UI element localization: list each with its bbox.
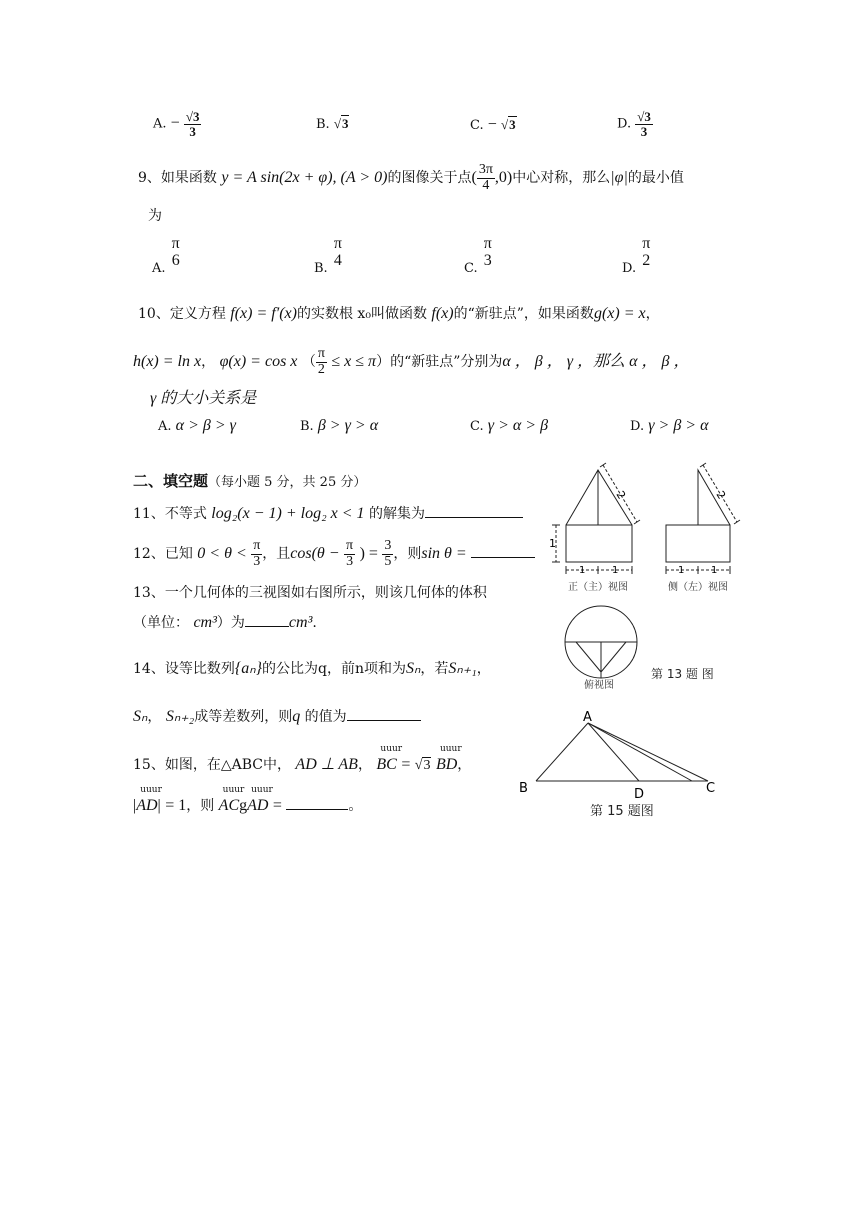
option-label: D.	[630, 419, 645, 434]
vector-ac	[218, 785, 245, 815]
question-text: 的值为	[304, 709, 347, 725]
sum-term: Sₙ₊₁	[448, 660, 477, 677]
equation: f(x) = f′(x)	[230, 305, 297, 322]
top-view	[565, 606, 637, 678]
paren: （	[301, 354, 316, 371]
vector-label: AD	[247, 797, 269, 814]
fraction	[477, 163, 495, 193]
vector-mark: uuur	[439, 744, 462, 754]
question-10	[138, 303, 660, 323]
question-text: ，则	[186, 798, 215, 814]
function-f: f(x)	[431, 305, 454, 322]
section-note: （每小题 5 分，共 25 分）	[208, 475, 367, 490]
question-text: 中心对称，那么	[512, 170, 611, 187]
vertex-label-b: B	[519, 781, 528, 796]
numerator: 3π	[478, 162, 493, 177]
figure-caption: 第 15 题图	[590, 804, 654, 819]
question-text: 的“新驻点”分别为	[390, 354, 503, 371]
abs-phi: |φ|	[610, 169, 628, 187]
dimension-label: 1	[579, 565, 586, 576]
denominator: 3	[640, 123, 648, 139]
function-h: h(x) = ln x	[133, 353, 202, 371]
punctuation: ，	[147, 709, 162, 725]
figure-15-triangle	[510, 708, 725, 820]
denominator: 6	[171, 251, 180, 269]
option-label: D.	[617, 116, 632, 132]
vector-mark: uuur	[251, 785, 273, 795]
question-13	[133, 582, 487, 602]
question-number: 12、	[133, 546, 165, 563]
numerator: π	[642, 235, 651, 252]
question-15: 15、如图，在△ABC中， AD ⊥ AB， uuur BC = √3 uuur BD，	[133, 744, 472, 773]
question-number: 13、	[133, 585, 165, 601]
top-view-label: 俯视图	[584, 680, 614, 691]
question-text: ）为	[216, 615, 245, 631]
punctuation: ，	[645, 306, 660, 322]
question-10-line3	[150, 385, 256, 408]
question-15-line2: | uuur AD| = 1，则 uuur ACg uuur AD = 。	[133, 785, 363, 814]
minus-sign: −	[487, 116, 497, 133]
dot-mark: g	[239, 797, 248, 814]
punctuation: ，	[201, 354, 216, 371]
numerator: 3	[384, 538, 392, 553]
question-text: ，若	[420, 661, 449, 677]
vector-mark: uuur	[380, 744, 403, 754]
vector-ad	[136, 785, 162, 815]
question-text: 的最小值	[627, 170, 684, 187]
vector-ad-2	[247, 785, 273, 815]
question-number: 10、	[138, 306, 170, 322]
sum-term: Sₙ₊₂	[165, 708, 195, 725]
option-label: C.	[464, 261, 478, 277]
punctuation: .	[312, 615, 317, 631]
denominator: 4	[482, 177, 490, 193]
question-text: 的解集为	[369, 506, 425, 522]
dimension-label: 1	[678, 565, 685, 576]
point-tail: ,0)	[494, 169, 513, 187]
radicand: 3	[509, 117, 516, 132]
question-14	[133, 658, 491, 678]
sum-term: Sₙ	[405, 660, 421, 677]
equals-one: = 1	[165, 797, 187, 814]
punctuation: 。	[348, 798, 363, 814]
denominator: 3	[253, 553, 261, 569]
dimension-label: 1	[711, 565, 718, 576]
question-text: 如图，在△ABC中，	[164, 757, 291, 773]
question-text: 成等差数列，则	[194, 709, 293, 725]
equals: =	[401, 756, 411, 773]
option-expression: β > γ > α	[317, 417, 379, 434]
question-number: 11、	[133, 506, 165, 522]
section-title: 二、填空题	[133, 472, 209, 490]
question-text: （单位：	[133, 615, 189, 631]
figure-13-three-views	[540, 462, 755, 694]
question-number: 14、	[133, 661, 165, 677]
fraction: $\frac{√3}{3}$	[185, 109, 200, 139]
numerator: 3	[192, 109, 200, 124]
question-number: 9、	[138, 170, 161, 187]
question-text: 的图像关于点	[387, 170, 472, 187]
question-number: 15、	[133, 757, 165, 773]
question-text: 如果函数	[160, 170, 217, 187]
denominator: 2	[317, 361, 325, 377]
condition-expression: 0 < θ <	[197, 545, 247, 563]
unit: cm³	[193, 614, 217, 631]
q9-option-d	[622, 235, 652, 277]
option-label: A.	[152, 261, 166, 277]
function-g: g(x) = x	[593, 305, 646, 322]
question-text: ，则	[393, 546, 422, 563]
numerator: π	[333, 235, 342, 252]
option-label: B.	[314, 261, 328, 277]
option-expression: α > β > γ	[175, 417, 236, 434]
option-label: B.	[316, 117, 330, 132]
paren: (	[471, 169, 477, 187]
equals: =	[272, 797, 282, 814]
numerator: π	[171, 235, 180, 252]
perpendicular-expression: AD ⊥ AB	[295, 756, 358, 773]
cos-expression: cos(θ −	[290, 545, 340, 563]
numerator: π	[483, 235, 492, 252]
q10-option-c	[470, 417, 548, 435]
question-text: 一个几何体的三视图如右图所示，则该几何体的体积	[164, 585, 487, 601]
vector-mark: uuur	[140, 785, 162, 795]
equals: ) =	[359, 545, 378, 563]
question-text: 设等比数列	[164, 661, 235, 677]
dimension-label: 2	[613, 488, 629, 502]
unit: cm³	[288, 614, 313, 631]
vertex-label-d: D	[634, 787, 645, 802]
question-12	[133, 539, 535, 569]
sum-term: Sₙ	[133, 708, 148, 725]
section-2-heading	[133, 470, 366, 491]
question-14-line2	[133, 706, 421, 726]
question-text: 定义方程	[169, 306, 226, 322]
question-text: 的公比为q，前n项和为	[262, 661, 406, 677]
answer-blank[interactable]	[286, 795, 348, 810]
vector-bd	[435, 744, 462, 774]
option-label: A.	[158, 419, 172, 434]
radicand: 3	[423, 758, 431, 773]
fraction: $\frac{√3}{3}$	[637, 109, 651, 139]
vertex-label-c: C	[706, 781, 716, 796]
paren: ）	[376, 354, 391, 371]
option-label: D.	[622, 261, 637, 277]
vertex-label-a: A	[583, 710, 592, 725]
numerator: π	[253, 538, 261, 553]
vector-label: BD	[435, 756, 458, 773]
question-13-line2	[133, 612, 317, 632]
punctuation: ，	[476, 661, 491, 677]
q10-option-b	[300, 417, 378, 435]
q9-option-a	[152, 235, 182, 277]
vector-mark: uuur	[222, 785, 245, 795]
minus-sign: −	[170, 114, 180, 132]
q8-option-b: B. √3	[316, 116, 349, 132]
vector-label: AC	[218, 797, 240, 814]
q9-option-c	[464, 235, 494, 277]
side-view	[666, 463, 740, 574]
q8-option-a	[153, 110, 201, 138]
vector-label: AD	[136, 797, 158, 814]
q10-option-d	[630, 417, 709, 435]
front-view	[552, 463, 640, 574]
dimension-label: 2	[713, 488, 729, 502]
answer-blank[interactable]	[425, 503, 523, 518]
option-label: C.	[470, 118, 484, 133]
figure-caption: 第 13 题 图	[651, 667, 714, 681]
option-expression: γ > α > β	[487, 417, 549, 434]
inequality-expression: log₂(x − 1) + log₂ x < 1	[211, 505, 365, 522]
radicand: 3	[341, 116, 349, 131]
denominator: 3	[189, 123, 196, 139]
greek-list: α ， β ， γ ，那么 α ， β ，	[502, 353, 690, 371]
denominator: 4	[333, 251, 342, 269]
range-expression: ≤ x ≤ π	[331, 353, 377, 371]
dimension-label: 1	[549, 537, 556, 550]
punctuation: ，	[357, 757, 372, 773]
front-view-label: 正（主）视图	[568, 582, 628, 593]
q8-option-d	[617, 110, 653, 138]
side-view-label: 侧（左）视图	[668, 582, 728, 593]
denominator: 5	[384, 553, 392, 569]
sin-expression: sin θ =	[421, 545, 467, 563]
triangle-abc	[536, 723, 708, 781]
function-expression: y = A sin(2x + φ), (A > 0)	[221, 169, 388, 187]
punctuation: ，	[457, 757, 472, 773]
question-text-continued: 为	[148, 208, 162, 224]
denominator: 3	[483, 251, 492, 269]
question-9	[138, 163, 684, 193]
numerator: π	[346, 538, 354, 553]
denominator: 3	[346, 553, 354, 569]
option-label: C.	[470, 419, 484, 434]
question-text: 的“新驻点”，如果函数	[453, 306, 594, 322]
question-11	[133, 503, 523, 523]
question-text: γ 的大小关系是	[150, 390, 257, 407]
numerator: π	[317, 346, 325, 361]
denominator: 2	[642, 251, 651, 269]
q10-option-a	[158, 417, 236, 435]
question-text: 的实数根 x₀叫做函数	[296, 306, 427, 322]
sequence: {aₙ}	[234, 660, 262, 677]
vector-bc	[376, 744, 403, 774]
numerator: 3	[644, 109, 651, 124]
option-label: A.	[153, 116, 167, 132]
q8-option-c: C. − √3	[470, 116, 516, 133]
question-text: 已知	[164, 546, 193, 563]
vector-label: BC	[376, 756, 397, 773]
q9-option-b	[314, 235, 344, 277]
option-expression: γ > β > α	[648, 417, 709, 434]
answer-blank[interactable]	[471, 543, 535, 558]
question-10-line2	[133, 347, 689, 377]
answer-blank[interactable]	[347, 706, 421, 721]
function-phi: φ(x) = cos x	[219, 353, 298, 371]
ratio-symbol: q	[292, 708, 301, 725]
question-text: ，且	[262, 546, 291, 563]
dimension-label: 1	[612, 565, 619, 576]
option-label: B.	[300, 419, 314, 434]
answer-blank[interactable]	[245, 612, 289, 627]
question-text: 不等式	[164, 506, 207, 522]
